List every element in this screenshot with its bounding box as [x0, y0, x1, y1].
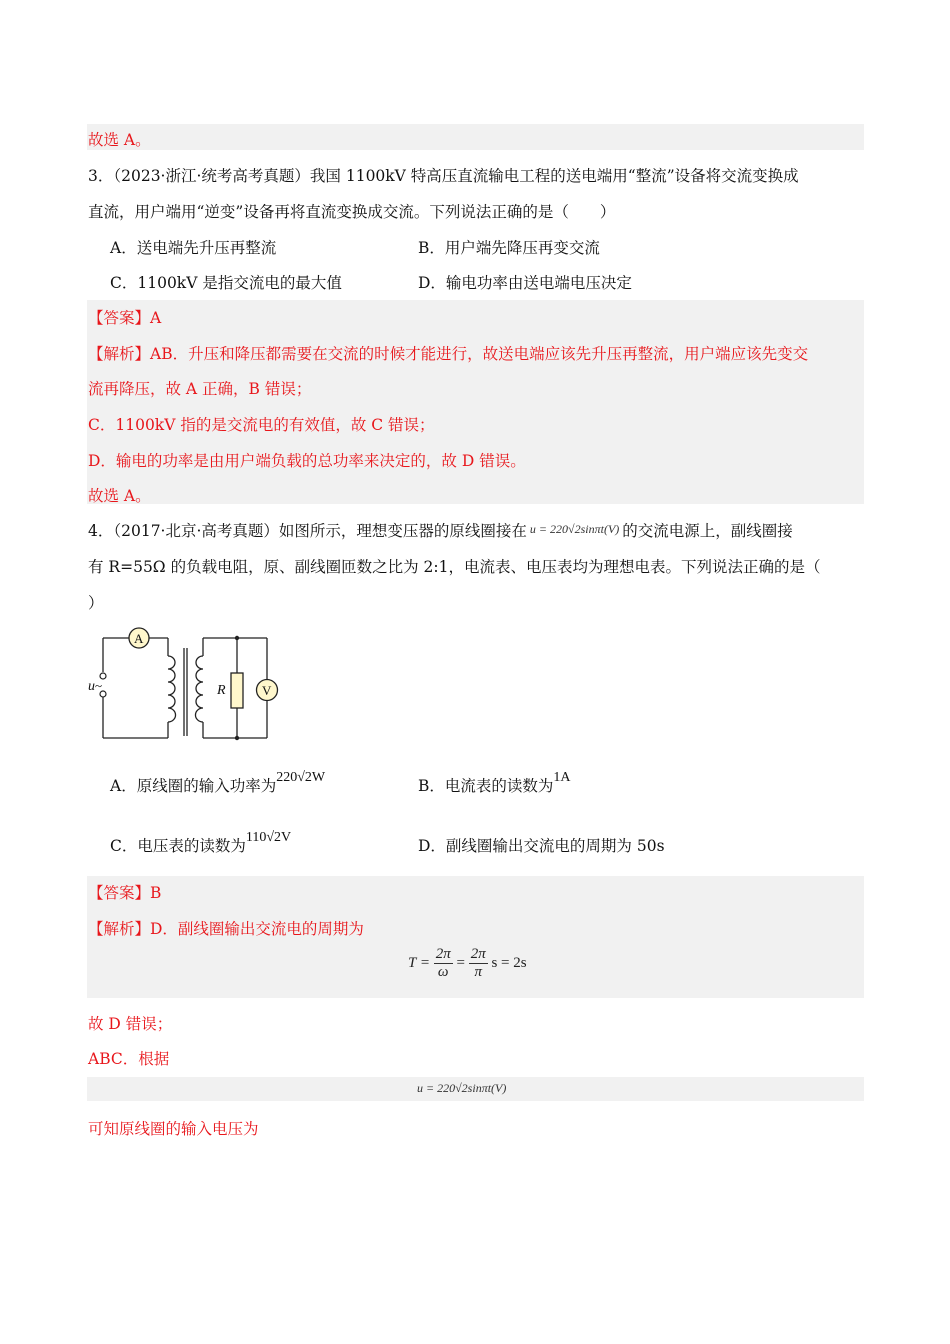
period-frac2-den: π: [474, 964, 482, 980]
q4-option-a-text: A．原线圈的输入功率为: [110, 777, 277, 795]
analysis-shade-q3: [87, 300, 864, 504]
q3-answer: 【答案】A: [88, 309, 162, 327]
resistor-label: R: [217, 683, 226, 698]
transformer-circuit-diagram: [86, 626, 308, 744]
period-frac1-num: 2π: [435, 946, 451, 962]
period-eq: =: [456, 955, 465, 971]
q4-stem-formula: u = 220√2sinπt(V): [529, 522, 620, 536]
q4-option-a: [110, 770, 326, 796]
q3-stem-line1: 3．（2023·浙江·统考高考真题）我国 1100kV 特高压直流输电工程的送电端用“整流”设备将交流变换成: [88, 167, 799, 185]
q3-stem-line2: 直流，用户端用“逆变”设备再将直流变换成交流。下列说法正确的是（ ）: [88, 203, 616, 221]
period-rhs: s = 2s: [491, 955, 527, 971]
ammeter-label: A: [134, 631, 144, 646]
source-label: u: [88, 679, 95, 694]
q4-stem-line3: ）: [88, 594, 104, 612]
q4-option-d: D．副线圈输出交流电的周期为 50s: [418, 837, 665, 855]
conclusion-block1: 故选 A。: [88, 131, 151, 149]
q4-stem-line2: 有 R=55Ω 的负载电阻，原、副线圈匝数之比为 2:1，电流表、电压表均为理想电表。下列说法正确的是（: [88, 558, 821, 576]
q4-stem-suffix: 的交流电源上，副线圈接: [622, 522, 793, 540]
q4-after-line1: 故 D 错误；: [88, 1015, 173, 1033]
q3-analysis-line4: D．输电的功率是由用户端负载的总功率来决定的，故 D 错误。: [88, 452, 526, 470]
q4-option-c-value: 110√2V: [245, 830, 292, 845]
q3-option-b: B．用户端先降压再变交流: [418, 239, 600, 257]
voltmeter-label: V: [262, 683, 272, 698]
resistor-icon: [231, 673, 243, 708]
analysis-shade-1: [87, 124, 864, 150]
source-tilde-icon: ~: [95, 678, 103, 693]
q3-option-d: D．输电功率由送电端电压决定: [418, 274, 632, 292]
q3-analysis-line3: C．1100kV 指的是交流电的有效值，故 C 错误；: [88, 416, 435, 434]
period-fraction-1: [434, 946, 453, 981]
period-frac2-num: 2π: [470, 946, 486, 962]
period-lhs: T =: [408, 955, 430, 971]
q3-analysis-line2: 流再降压，故 A 正确，B 错误；: [88, 380, 312, 398]
voltage-formula: u = 220√2sinπt(V): [417, 1081, 507, 1095]
period-frac1-den: ω: [437, 964, 449, 980]
q4-stem-prefix: 4．（2017·北京·高考真题）如图所示，理想变压器的原线圈接在: [88, 522, 527, 540]
q4-option-a-value: 220√2W: [276, 770, 326, 785]
q3-option-a: A．送电端先升压再整流: [110, 239, 277, 257]
q3-option-c: C．1100kV 是指交流电的最大值: [110, 274, 342, 292]
q4-analysis-line1: 【解析】D．副线圈输出交流电的周期为: [88, 920, 364, 938]
q4-option-b: [418, 770, 571, 796]
q4-stem-line1: [88, 519, 793, 541]
period-fraction-2: [469, 946, 488, 981]
q4-answer: 【答案】B: [88, 884, 162, 902]
q3-conclusion: 故选 A。: [88, 487, 151, 505]
q4-option-b-value: 1A: [553, 770, 571, 785]
q4-option-c: [110, 830, 292, 856]
q4-after-line3: 可知原线圈的输入电压为: [88, 1120, 259, 1138]
period-formula: [408, 946, 527, 981]
q4-option-b-text: B．电流表的读数为: [418, 777, 554, 795]
q4-option-c-text: C．电压表的读数为: [110, 837, 246, 855]
q3-analysis-line1: 【解析】AB．升压和降压都需要在交流的时候才能进行，故送电端应该先升压再整流，用户端应该先变交: [88, 345, 809, 363]
q4-after-line2: ABC．根据: [88, 1050, 170, 1068]
